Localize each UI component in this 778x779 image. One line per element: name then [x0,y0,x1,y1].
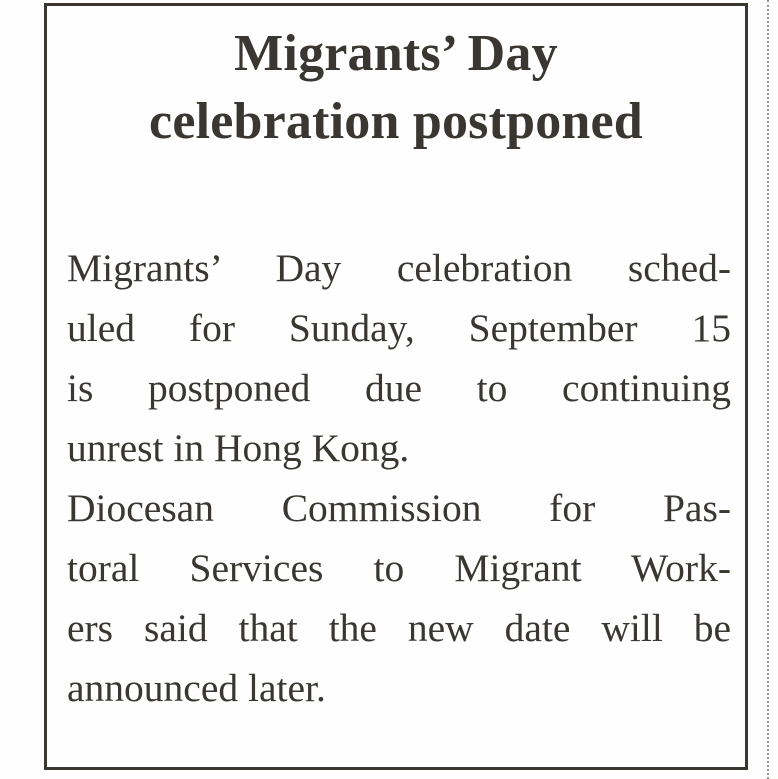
paragraph-1-line: is postponed due to continuing [67,366,731,410]
paragraph-2-line: ers said that the new date will be [67,606,731,650]
paragraph-2-line: announced later. [67,666,326,710]
paragraph-1-line: Migrants’ Day celebration sched- [67,246,731,290]
article-body [67,238,731,718]
paragraph-2-line: Diocesan Commission for Pas- [67,486,731,530]
paragraph-1-line: uled for Sunday, September 15 [67,306,731,350]
notice-box [44,3,748,770]
paragraph-2-line: toral Services to Migrant Work- [67,546,731,590]
headline [47,20,745,156]
column-divider [767,0,769,779]
paragraph-1-line: unrest in Hong Kong. [67,426,410,470]
headline-line: Migrants’ Day [234,25,558,82]
headline-line: celebration postponed [149,93,643,150]
